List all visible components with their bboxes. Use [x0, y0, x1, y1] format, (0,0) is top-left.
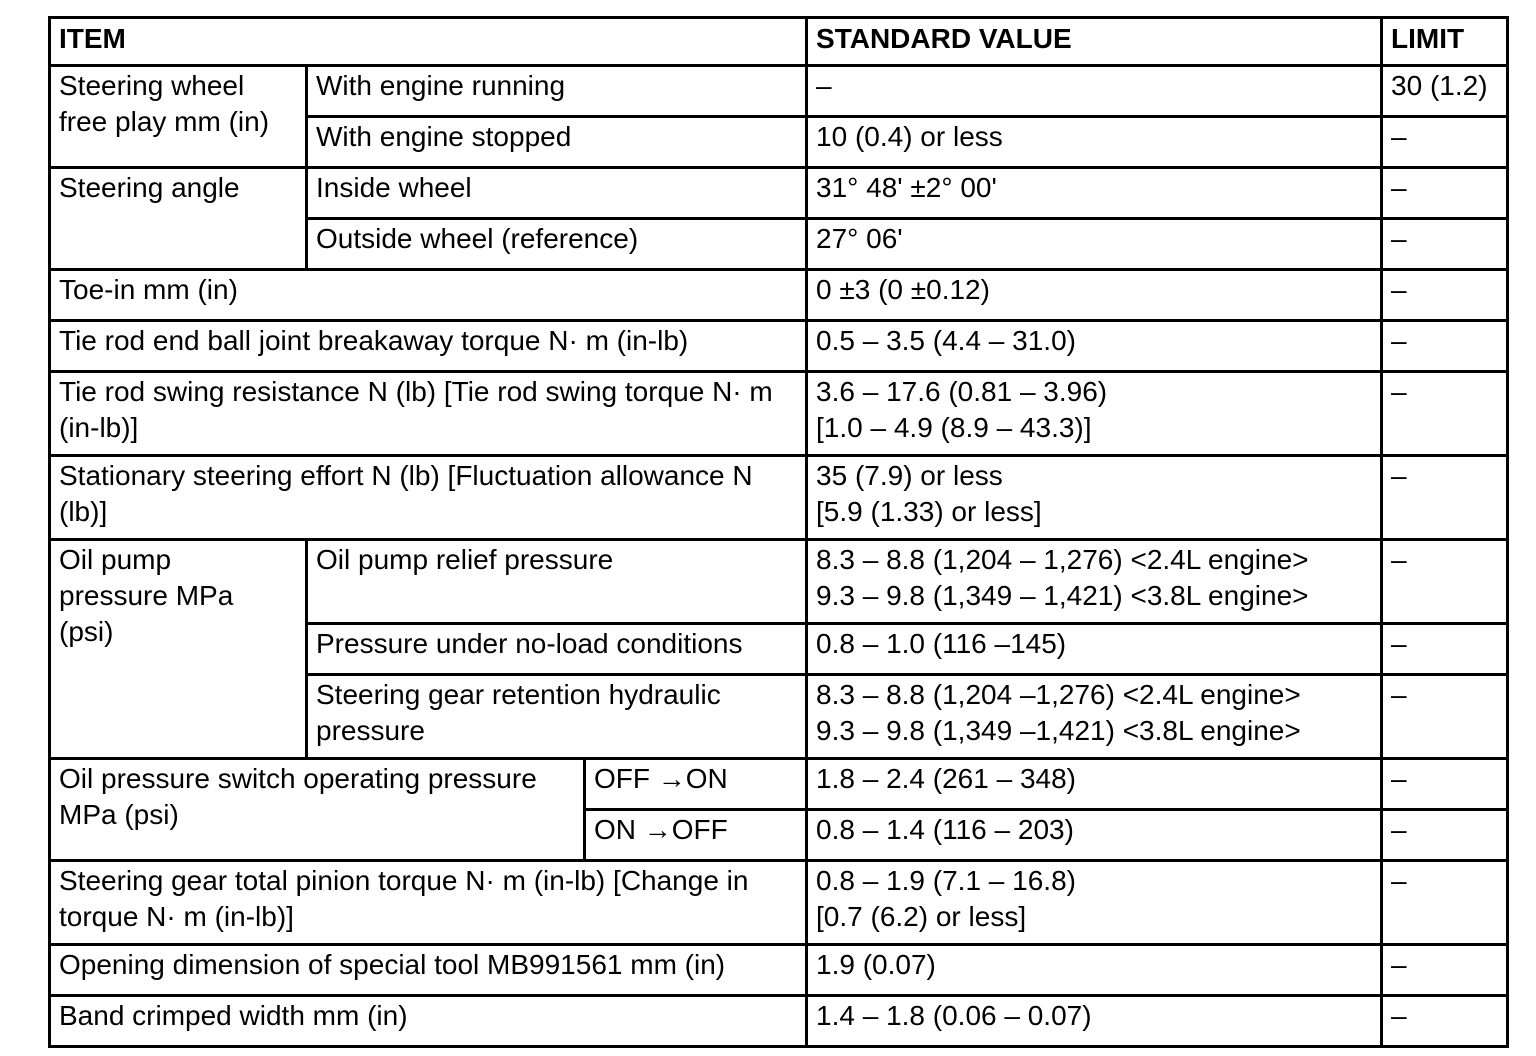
condition-off-on: OFF →ON — [585, 759, 807, 810]
item-stationary-effort: Stationary steering effort N (lb) [Fluctuation allowance N (lb)] — [50, 456, 807, 540]
standard-line-1: 35 (7.9) or less — [816, 460, 1003, 491]
item-oil-pressure-switch: Oil pressure switch operating pressure MPa (psi) — [50, 759, 585, 861]
condition-on-off: ON →OFF — [585, 810, 807, 861]
standard-value: 0.8 – 1.4 (116 – 203) — [807, 810, 1382, 861]
standard-line-2: [5.9 (1.33) or less] — [816, 496, 1042, 527]
limit-value: – — [1382, 456, 1508, 540]
condition-engine-stopped: With engine stopped — [307, 117, 807, 168]
standard-value: 0 ±3 (0 ±0.12) — [807, 270, 1382, 321]
standard-value: 0.5 – 3.5 (4.4 – 31.0) — [807, 321, 1382, 372]
limit-value: – — [1382, 945, 1508, 996]
item-pinion-torque: Steering gear total pinion torque N· m (in-lb) [Change in torque N· m (in-lb)] — [50, 861, 807, 945]
standard-line-1: 0.8 – 1.9 (7.1 – 16.8) — [816, 865, 1076, 896]
standard-value: 31° 48' ±2° 00' — [807, 168, 1382, 219]
standard-value — [807, 540, 1382, 624]
standard-line-2: 9.3 – 9.8 (1,349 – 1,421) <3.8L engine> — [816, 580, 1309, 611]
standard-line-1: 3.6 – 17.6 (0.81 – 3.96) — [816, 376, 1108, 407]
standard-value: 0.8 – 1.0 (116 –145) — [807, 624, 1382, 675]
limit-value: – — [1382, 624, 1508, 675]
limit-value: – — [1382, 540, 1508, 624]
standard-value: – — [807, 66, 1382, 117]
standard-value — [807, 675, 1382, 759]
item-steering-wheel-free-play: Steering wheel free play mm (in) — [50, 66, 307, 168]
specification-table — [48, 16, 1509, 1048]
item-toe-in: Toe-in mm (in) — [50, 270, 807, 321]
limit-value: – — [1382, 675, 1508, 759]
limit-value: – — [1382, 219, 1508, 270]
limit-value: – — [1382, 996, 1508, 1047]
header-limit: LIMIT — [1382, 18, 1508, 66]
table-row — [50, 321, 1508, 372]
limit-value: – — [1382, 168, 1508, 219]
standard-value: 1.8 – 2.4 (261 – 348) — [807, 759, 1382, 810]
standard-value: 10 (0.4) or less — [807, 117, 1382, 168]
limit-value: – — [1382, 861, 1508, 945]
limit-value: – — [1382, 759, 1508, 810]
table-row — [50, 66, 1508, 117]
item-oil-pump-pressure: Oil pump pressure MPa (psi) — [50, 540, 307, 759]
standard-value — [807, 456, 1382, 540]
table-row — [50, 456, 1508, 540]
item-special-tool: Opening dimension of special tool MB991561 mm (in) — [50, 945, 807, 996]
standard-line-2: 9.3 – 9.8 (1,349 –1,421) <3.8L engine> — [816, 715, 1301, 746]
header-standard-value: STANDARD VALUE — [807, 18, 1382, 66]
limit-value: – — [1382, 270, 1508, 321]
standard-value: 1.4 – 1.8 (0.06 – 0.07) — [807, 996, 1382, 1047]
condition-retention-pressure: Steering gear retention hydraulic pressure — [307, 675, 807, 759]
item-tie-rod-breakaway: Tie rod end ball joint breakaway torque N· m (in-lb) — [50, 321, 807, 372]
standard-value — [807, 861, 1382, 945]
item-steering-angle: Steering angle — [50, 168, 307, 270]
table-row — [50, 945, 1508, 996]
table-row — [50, 861, 1508, 945]
table-row — [50, 540, 1508, 624]
condition-relief-pressure: Oil pump relief pressure — [307, 540, 807, 624]
standard-line-1: 8.3 – 8.8 (1,204 –1,276) <2.4L engine> — [816, 679, 1301, 710]
condition-no-load: Pressure under no-load conditions — [307, 624, 807, 675]
limit-value: – — [1382, 810, 1508, 861]
table-row — [50, 759, 1508, 810]
standard-line-2: [0.7 (6.2) or less] — [816, 901, 1027, 932]
limit-value: – — [1382, 372, 1508, 456]
condition-inside-wheel: Inside wheel — [307, 168, 807, 219]
item-tie-rod-swing: Tie rod swing resistance N (lb) [Tie rod swing torque N· m (in-lb)] — [50, 372, 807, 456]
condition-engine-running: With engine running — [307, 66, 807, 117]
header-row — [50, 18, 1508, 66]
limit-value: 30 (1.2) — [1382, 66, 1508, 117]
table-row — [50, 372, 1508, 456]
standard-line-2: [1.0 – 4.9 (8.9 – 43.3)] — [816, 412, 1092, 443]
table-row — [50, 168, 1508, 219]
table-row — [50, 270, 1508, 321]
standard-value — [807, 372, 1382, 456]
condition-outside-wheel: Outside wheel (reference) — [307, 219, 807, 270]
standard-value: 27° 06' — [807, 219, 1382, 270]
standard-line-1: 8.3 – 8.8 (1,204 – 1,276) <2.4L engine> — [816, 544, 1309, 575]
limit-value: – — [1382, 117, 1508, 168]
table-row — [50, 996, 1508, 1047]
standard-value: 1.9 (0.07) — [807, 945, 1382, 996]
limit-value: – — [1382, 321, 1508, 372]
header-item: ITEM — [50, 18, 807, 66]
item-band-crimped: Band crimped width mm (in) — [50, 996, 807, 1047]
